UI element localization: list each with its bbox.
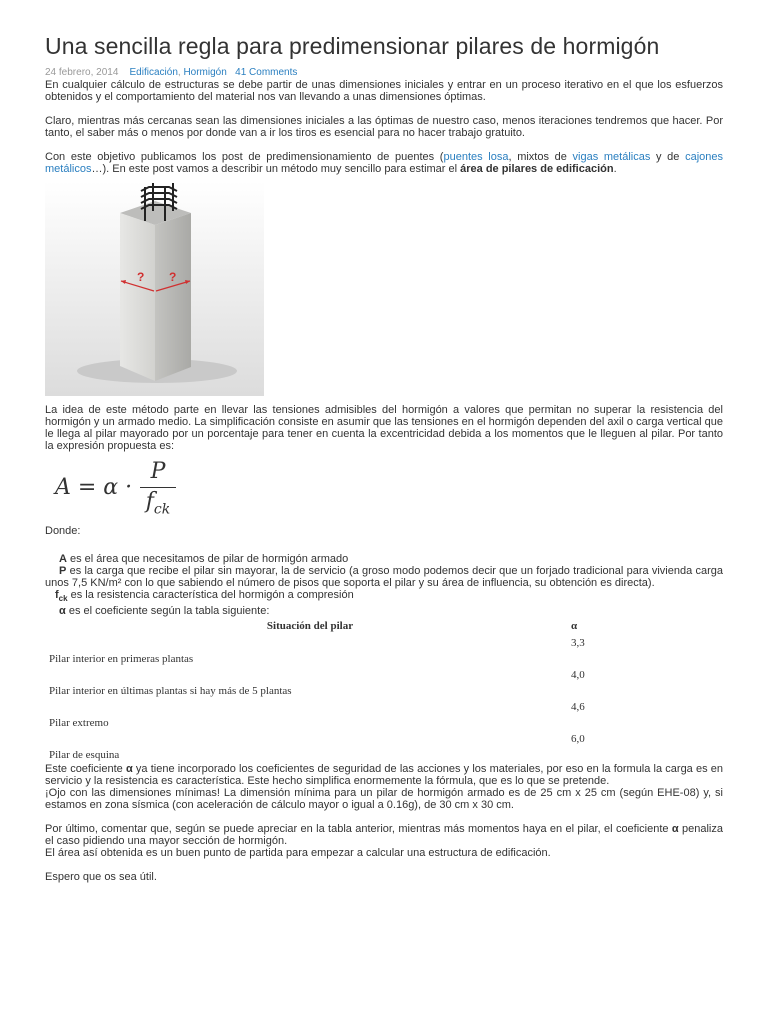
area-formula	[55, 461, 723, 517]
label-donde: Donde:	[45, 525, 81, 537]
paragraph-minimum-dimensions: ¡Ojo con las dimensiones mínimas! La dimensión mínima para un pilar de hormigón armado es de 25 cm x 25 cm (según EHE-08) y, si estamos en zona sísmica (con aceleración de cálculo mayor o igual a 0.16g), de 30 cm x 30 cm.	[45, 787, 723, 812]
unknown-width-right: ?	[169, 270, 177, 284]
definition-fck: $f_{ck}$ es la resistencia característica del hormigón a compresión	[55, 589, 354, 604]
definitions-list	[45, 553, 723, 617]
article-title: Una sencilla regla para predimensionar pilares de hormigón	[45, 33, 660, 59]
table-row: Pilar de esquina	[49, 749, 120, 762]
alpha-coefficient-table	[49, 617, 727, 763]
definition-alpha: α es el coeficiente según la tabla siguiente:	[59, 605, 270, 618]
formula-lhs: A = α ·	[55, 475, 133, 500]
paragraph-method: La idea de este método parte en llevar las tensiones admisibles del hormigón a valores que permitan no superar la resistencia del hormigón y un armado medio. La simplificación consiste en asumir que las tensiones en el hormigón dependen del axil o carga vertical que le llega al pilar mayorado por un porcentaje para tener en cuenta la excentricidad debida a los momentos que le lleguen al pilar. Por tanto la expresión propuesta es:	[45, 404, 723, 452]
paragraph-closing: Espero que os sea útil.	[45, 871, 157, 884]
paragraph-iterations: Claro, mientras más cercanas sean las dimensiones iniciales a las óptimas de nuestro caso, menos iteraciones tendremos que hacer. Por tanto, el saber más o menos por donde van a ir los tiros es esencial para no hacer trabajo gratuito.	[45, 115, 723, 139]
table-row: Pilar interior en últimas plantas si hay más de 5 plantas	[49, 685, 292, 698]
pillar-illustration	[45, 181, 264, 396]
paragraph-starting-point: El área así obtenida es un buen punto de partida para empezar a calcular una estructura de edificación.	[45, 847, 551, 860]
link-vigas-metalicas[interactable]: vigas metálicas	[572, 151, 651, 163]
table-header-alpha: α	[571, 620, 578, 633]
formula-fraction	[140, 459, 176, 521]
table-row: Pilar interior en primeras plantas	[49, 653, 194, 666]
table-header-row	[49, 617, 727, 635]
article	[45, 34, 723, 883]
formula-denominator: $f_{ck}$	[145, 489, 171, 518]
table-row: 6,0	[571, 733, 585, 746]
category-link-hormigon[interactable]: Hormigón	[183, 67, 227, 78]
table-header-situacion: Situación del pilar	[266, 620, 354, 633]
table-row: 4,0	[571, 669, 585, 682]
formula-numerator: P	[150, 459, 166, 484]
post-date: 24 febrero, 2014	[45, 67, 119, 78]
link-cajones-metalicos[interactable]: cajones metálicos	[45, 151, 724, 175]
definition-p: P es la carga que recibe el pilar sin mayorar, la de servicio (a groso modo podemos decir que un forjado tradicional para vivienda carga unos 7,5 KN/m² con lo que sabiendo el número de pisos que soporta el pilar y su área de influencia, su obtención es directa).	[45, 565, 723, 589]
link-puentes-losa[interactable]: puentes losa	[443, 151, 509, 163]
table-row: 4,6	[571, 701, 585, 714]
paragraph-intro: En cualquier cálculo de estructuras se debe partir de unas dimensiones iniciales y entrar en un proceso iterativo en el que los esfuerzos obtenidos y el comportamiento del material nos van llevando a unas dimensiones óptimas.	[45, 79, 723, 103]
post-meta: 24 febrero, 2014 Edificación, Hormigón 41 Comments	[45, 67, 298, 78]
paragraph-conclusion: Por último, comentar que, según se puede apreciar en la tabla anterior, mientras más momentos haya en el pilar, el coeficiente α penaliza el caso pidiendo una mayor sección de hormigón.	[45, 823, 723, 848]
category-link-edificacion[interactable]: Edificación	[129, 67, 178, 78]
unknown-width-left: ?	[137, 270, 145, 284]
table-row: 3,3	[571, 637, 585, 650]
concrete-pillar-image	[45, 181, 264, 396]
definition-a: A es el área que necesitamos de pilar de hormigón armado	[59, 553, 349, 565]
comments-link[interactable]: 41 Comments	[235, 67, 298, 78]
paragraph-related-posts: Con este objetivo publicamos los post de predimensionamiento de puentes (puentes losa, mixtos de vigas metálicas y de cajones metálicos…). En este post vamos a describir un método muy sencillo para estimar el área de pilares de edificación.	[45, 151, 724, 175]
table-row: Pilar extremo	[49, 717, 109, 730]
paragraph-coefficient: Este coeficiente α ya tiene incorporado los coeficientes de seguridad de las acciones y los materiales, por eso en la formula la carga es en servicio y la resistencia es característica. Este hecho simplifica enormemente la fórmula, que es lo que se pretende.	[45, 763, 724, 788]
